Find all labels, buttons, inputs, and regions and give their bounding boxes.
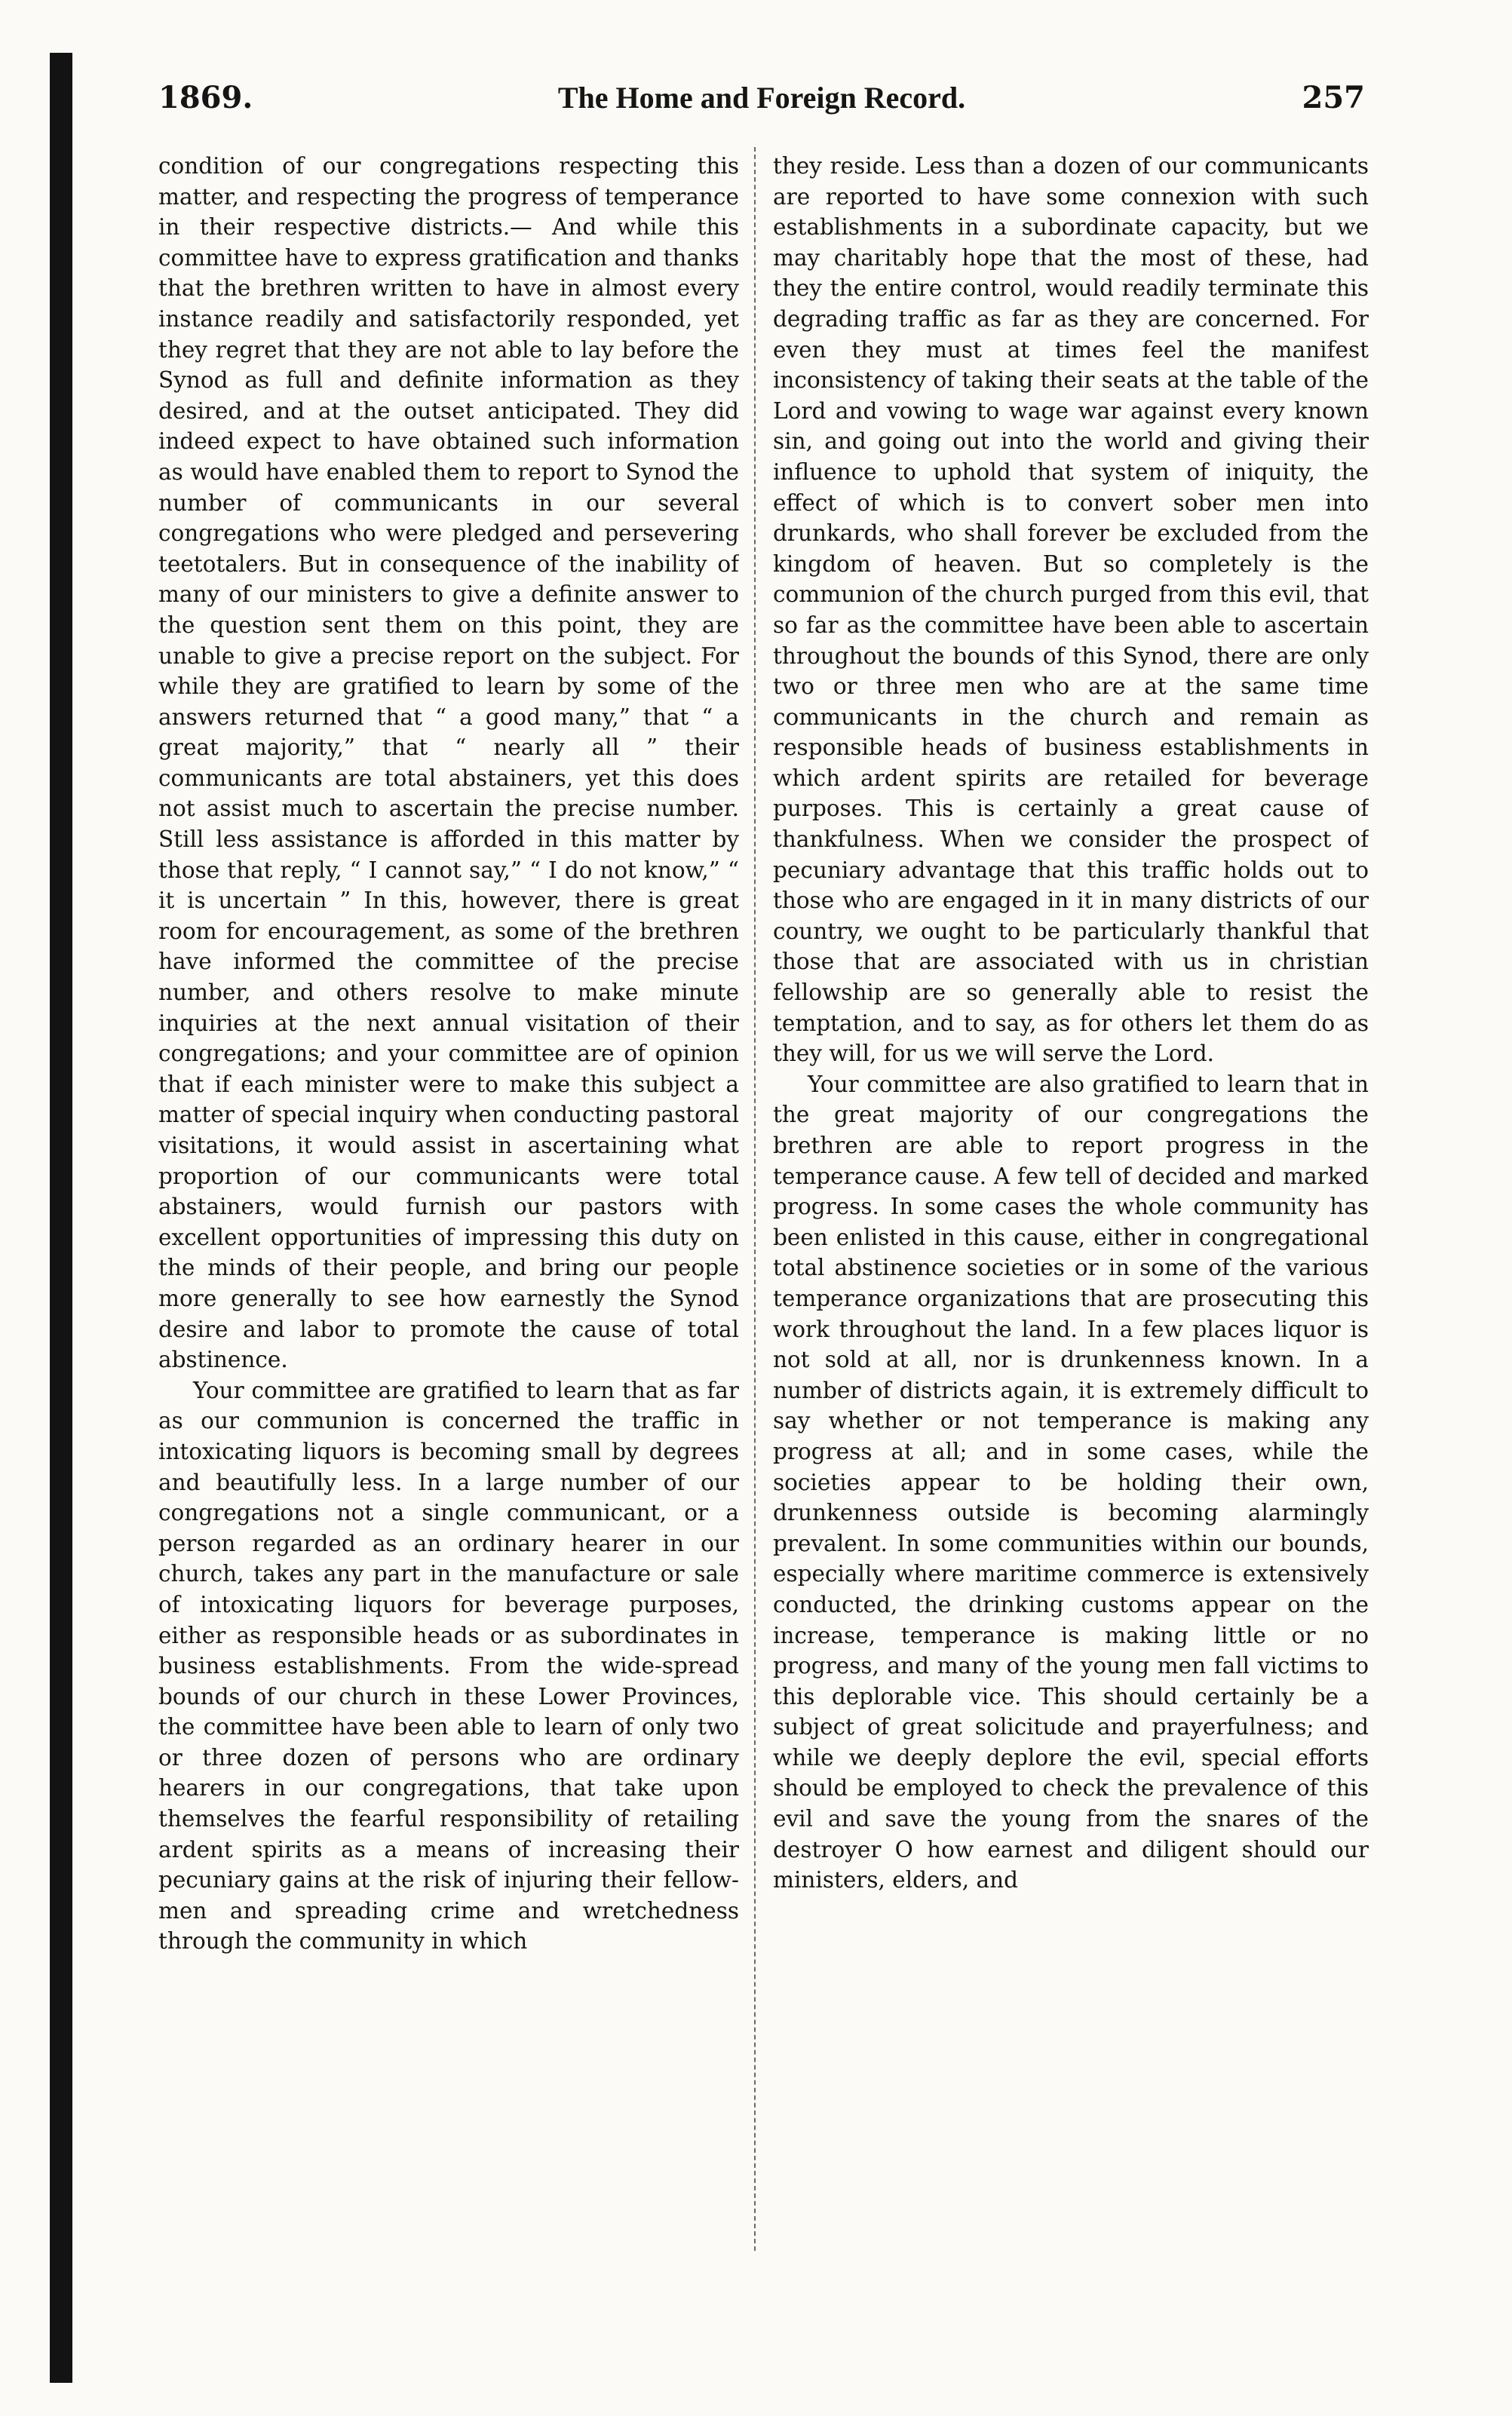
left-column bbox=[158, 151, 739, 2247]
right-column bbox=[773, 151, 1369, 2247]
left-paragraph-1: condition of our congregations respecting this matter, and respecting the progress of temperance in their respective districts.— And while this committee have to express gratification and thanks that the brethren written to have in almost every instance readily and satisfactorily responded, yet they regret that they are not able to lay before the Synod as full and definite information as they desired, and at the outset anticipated. They did indeed expect to have obtained such information as would have enabled them to report to Synod the number of communicants in our several congregations who were pledged and persevering teetotalers. But in consequence of the inability of many of our ministers to give a definite answer to the question sent them on this point, they are unable to give a precise report on the subject. For while they are gratified to learn by some of the answers returned that “ a good many,” that “ a great majority,” that “ nearly all ” their communicants are total abstainers, yet this does not assist much to ascertain the precise number. Still less assistance is afforded in this matter by those that reply, “ I cannot say,” “ I do not know,” “ it is uncertain ” In this, however, there is great room for encouragement, as some of the brethren have informed the committee of the precise number, and others resolve to make minute inquiries at the next annual visitation of their congregations; and your committee are of opinion that if each minister were to make this subject a matter of special inquiry when conducting pastoral visitations, it would assist in ascertaining what proportion of our communicants were total abstainers, would furnish our pastors with excellent opportunities of impressing this duty on the minds of their people, and bring our people more generally to see how earnestly the Synod desire and labor to promote the cause of total abstinence. bbox=[158, 153, 739, 1373]
running-header bbox=[143, 68, 1365, 128]
column-divider bbox=[754, 147, 756, 2251]
binding-edge bbox=[50, 53, 72, 2383]
page-number: 257 bbox=[1302, 80, 1365, 115]
header-title: The Home and Foreign Record. bbox=[557, 81, 966, 115]
header-year: 1869. bbox=[158, 80, 253, 115]
right-paragraph-2: Your committee are also gratified to learn that in the great majority of our congregations the brethren are able to report progress in the temperance cause. A few tell of decided and marked progress. In some cases the whole community has been enlisted in this cause, either in congregational total abstinence societies or in some of the various temperance organizations that are prosecuting this work throughout the land. In a few places liquor is not sold at all, nor is drunkenness known. In a number of districts again, it is extremely difficult to say whether or not temperance is making any progress at all; and in some cases, while the societies appear to be holding their own, drunkenness outside is becoming alarmingly prevalent. In some communities within our bounds, especially where maritime commerce is extensively conducted, the drinking customs appear on the increase, temperance is making little or no progress, and many of the young men fall victims to this deplorable vice. This should certainly be a subject of great solicitude and prayerfulness; and while we deeply deplore the evil, special efforts should be employed to check the prevalence of this evil and save the young from the snares of the destroyer O how earnest and diligent should our ministers, elders, and bbox=[773, 1071, 1369, 1893]
right-paragraph-1: they reside. Less than a dozen of our communicants are reported to have some connexion with such establishments in a subordinate capacity, but we may charitably hope that the most of these, had they the entire control, would readily terminate this degrading traffic as far as they are concerned. For even they must at times feel the manifest inconsistency of taking their seats at the table of the Lord and vowing to wage war against every known sin, and going out into the world and giving their influence to uphold that system of iniquity, the effect of which is to convert sober men into drunkards, who shall forever be excluded from the kingdom of heaven. But so completely is the communion of the church purged from this evil, that so far as the committee have been able to ascertain throughout the bounds of this Synod, there are only two or three men who are at the same time communicants in the church and remain as responsible heads of business establishments in which ardent spirits are retailed for beverage purposes. This is certainly a great cause of thankfulness. When we consider the prospect of pecuniary advantage that this traffic holds out to those who are engaged in it in many districts of our country, we ought to be particularly thankful that those that are associated with us in christian fellowship are so generally able to resist the temptation, and to say, as for others let them do as they will, for us we will serve the Lord. bbox=[773, 153, 1369, 1067]
left-paragraph-2: Your committee are gratified to learn that as far as our communion is concerned the traffic in intoxicating liquors is becoming small by degrees and beautifully less. In a large number of our congregations not a single communicant, or a person regarded as an ordinary hearer in our church, takes any part in the manufacture or sale of intoxicating liquors for beverage purposes, either as responsible heads or as subordinates in business establishments. From the wide-spread bounds of our church in these Lower Provinces, the committee have been able to learn of only two or three dozen of persons who are ordinary hearers in our congregations, that take upon themselves the fearful responsibility of retailing ardent spirits as a means of increasing their pecuniary gains at the risk of injuring their fellow-men and spreading crime and wretchedness through the community in which bbox=[158, 1377, 739, 1955]
